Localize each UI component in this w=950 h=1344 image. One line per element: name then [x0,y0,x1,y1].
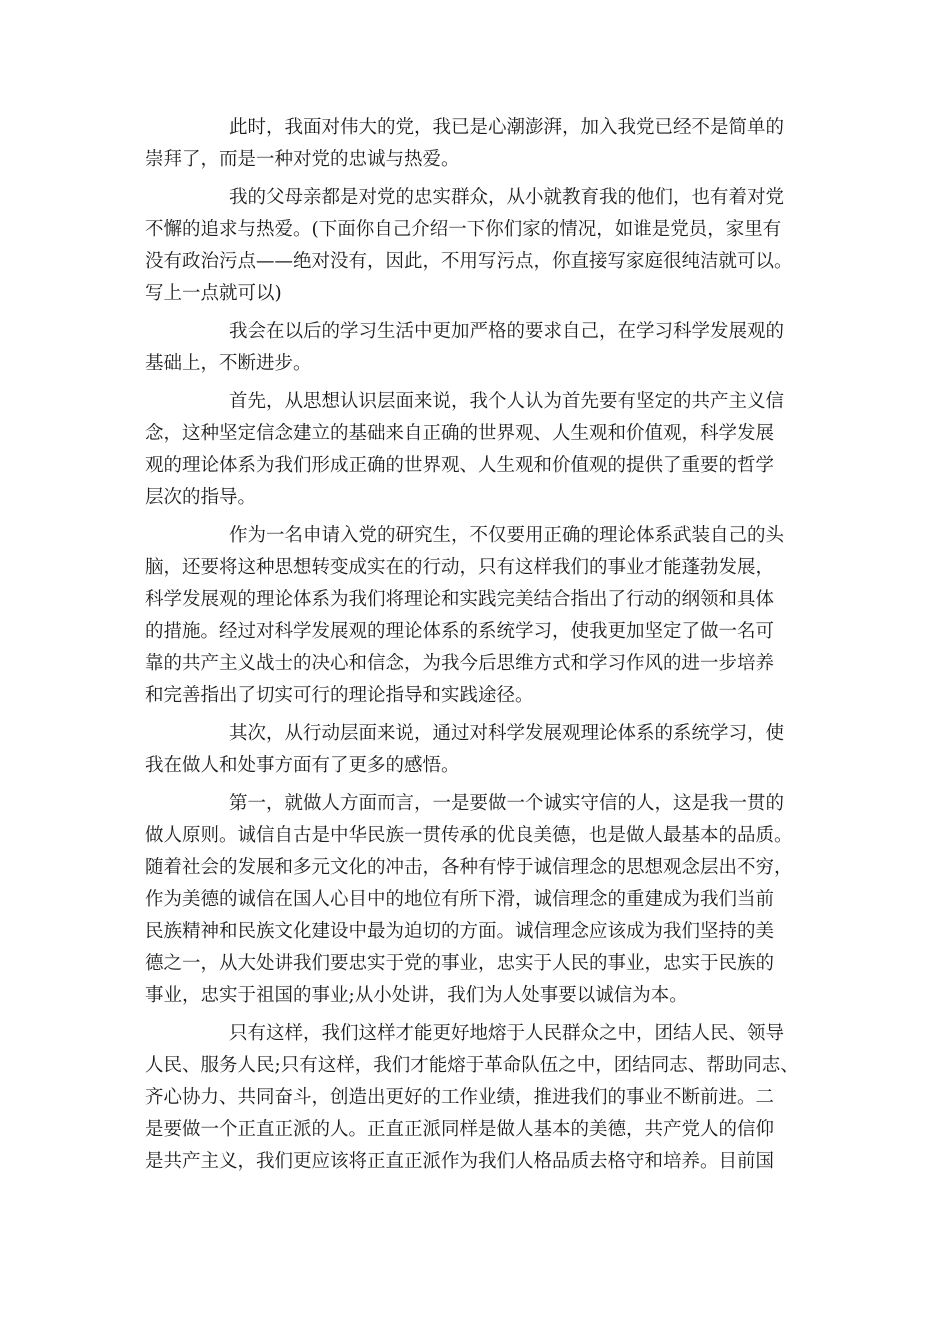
text-line: 首先，从思想认识层面来说，我个人认为首先要有坚定的共产主义信 [229,391,785,412]
text-line: 我的父母亲都是对党的忠实群众，从小就教育我的他们，也有着对党 [229,187,785,208]
text-line: 和完善指出了切实可行的理论指导和实践途径。 [145,685,534,706]
text-line: 作为一名申请入党的研究生，不仅要用正确的理论体系武装自己的头 [229,525,785,546]
text-line: 的措施。经过对科学发展观的理论体系的系统学习，使我更加坚定了做一名可 [145,621,775,642]
text-line: 人民、服务人民;只有这样，我们才能熔于革命队伍之中，团结同志、帮助同志、 [145,1055,799,1076]
text-line: 我会在以后的学习生活中更加严格的要求自己，在学习科学发展观的 [229,321,785,342]
paragraph [145,182,810,310]
text-line: 崇拜了，而是一种对党的忠诚与热爱。 [145,149,460,170]
paragraph [145,788,810,1012]
text-line: 做人原则。诚信自古是中华民族一贯传承的优良美德，也是做人最基本的品质。 [145,825,793,846]
text-line: 其次，从行动层面来说，通过对科学发展观理论体系的系统学习，使 [229,723,785,744]
text-line: 科学发展观的理论体系为我们将理论和实践完美结合指出了行动的纲领和具体 [145,589,775,610]
text-line: 只有这样，我们这样才能更好地熔于人民群众之中，团结人民、领导 [229,1023,785,1044]
paragraph [145,112,810,176]
text-line: 没有政治污点——绝对没有，因此，不用写污点，你直接写家庭很纯洁就可以。 [145,251,793,272]
document-body [145,112,810,1184]
text-line: 齐心协力、共同奋斗，创造出更好的工作业绩，推进我们的事业不断前进。二 [145,1087,775,1108]
text-line: 写上一点就可以) [145,283,282,304]
text-line: 作为美德的诚信在国人心目中的地位有所下滑，诚信理念的重建成为我们当前 [145,889,775,910]
text-line: 随着社会的发展和多元文化的冲击，各种有悖于诚信理念的思想观念层出不穷， [145,857,793,878]
text-line: 事业，忠实于祖国的事业;从小处讲，我们为人处事要以诚信为本。 [145,985,688,1006]
text-line: 我在做人和处事方面有了更多的感悟。 [145,755,460,776]
text-line: 德之一，从大处讲我们要忠实于党的事业，忠实于人民的事业，忠实于民族的 [145,953,775,974]
paragraph [145,1018,810,1178]
text-line: 基础上，不断进步。 [145,353,312,374]
text-line: 是要做一个正直正派的人。正直正派同样是做人基本的美德，共产党人的信仰 [145,1119,775,1140]
text-line: 此时，我面对伟大的党，我已是心潮澎湃，加入我党已经不是简单的 [229,117,785,138]
text-line: 层次的指导。 [145,487,257,508]
text-line: 第一，就做人方面而言，一是要做一个诚实守信的人，这是我一贯的 [229,793,785,814]
text-line: 观的理论体系为我们形成正确的世界观、人生观和价值观的提供了重要的哲学 [145,455,775,476]
text-line: 靠的共产主义战士的决心和信念，为我今后思维方式和学习作风的进一步培养 [145,653,775,674]
text-line: 不懈的追求与热爱。(下面你自己介绍一下你们家的情况，如谁是党员，家里有 [145,219,782,240]
text-line: 是共产主义，我们更应该将正直正派作为我们人格品质去格守和培养。目前国 [145,1151,775,1172]
text-line: 脑，还要将这种思想转变成实在的行动，只有这样我们的事业才能蓬勃发展， [145,557,775,578]
paragraph [145,718,810,782]
paragraph [145,386,810,514]
text-line: 念，这种坚定信念建立的基础来自正确的世界观、人生观和价值观，科学发展 [145,423,775,444]
text-line: 民族精神和民族文化建设中最为迫切的方面。诚信理念应该成为我们坚持的美 [145,921,775,942]
paragraph [145,316,810,380]
paragraph [145,520,810,712]
